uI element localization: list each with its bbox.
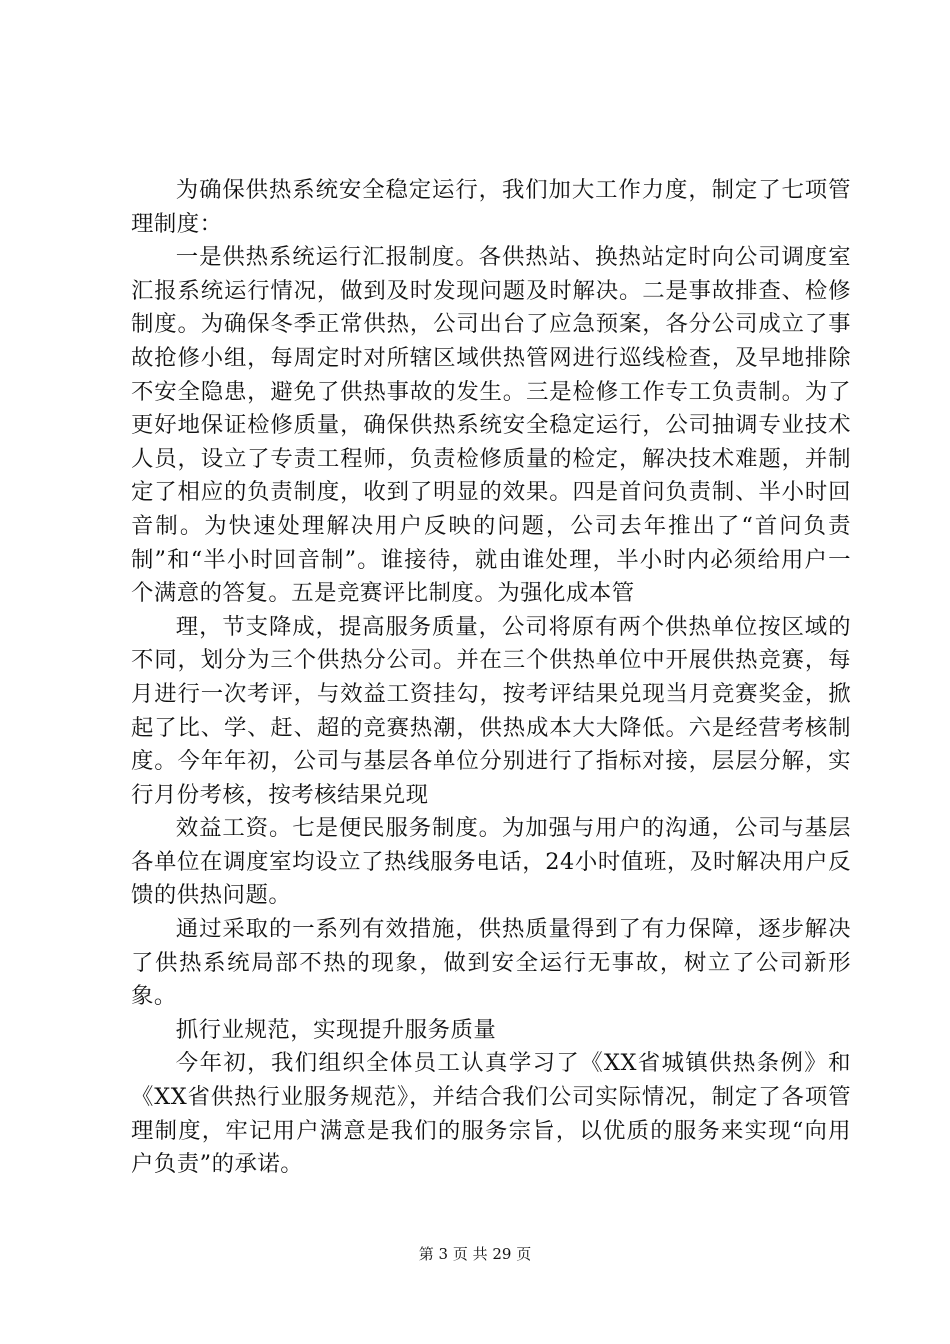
paragraph-systems-1: 一是供热系统运行汇报制度。各供热站、换热站定时向公司调度室汇报系统运行情况，做到及时发现问题及时解决。二是事故排查、检修制度。为确保冬季正常供热，公司出台了应急预案，各分公司成立了事故抢修小组，每周定时对所辖区域供热管网进行巡线检查，及早地排除不安全隐患，避免了供热事故的发生。三是检修工作专工负责制。为了更好地保证检修质量，确保供热系统安全稳定运行，公司抽调专业技术人员，设立了专责工程师，负责检修质量的检定，解决技术难题，并制定了相应的负责制度，收到了明显的效果。四是首问负责制、半小时回音制。为快速处理解决用户反映的问题，公司去年推出了“首问负责制”和“半小时回音制”。谁接待，就由谁处理，半小时内必须给用户一个满意的答复。五是竞赛评比制度。为强化成本管	[131, 244, 851, 607]
paragraph-standards: 今年初，我们组织全体员工认真学习了《XX省城镇供热条例》和《XX省供热行业服务规范》，并结合我们公司实际情况，制定了各项管理制度，牢记用户满意是我们的服务宗旨，以优质的服务来实现“向用户负责”的承诺。	[131, 1050, 851, 1178]
paragraph-results: 通过采取的一系列有效措施，供热质量得到了有力保障，逐步解决了供热系统局部不热的现象，做到安全运行无事故，树立了公司新形象。	[131, 916, 851, 1010]
section-heading: 抓行业规范，实现提升服务质量	[175, 1016, 497, 1043]
page-footer: 第 3 页 共 29 页	[418, 1245, 532, 1263]
paragraph-systems-2: 理，节支降成，提高服务质量，公司将原有两个供热单位按区域的不同，划分为三个供热分公司。并在三个供热单位中开展供热竞赛，每月进行一次考评，与效益工资挂勾，按考评结果兑现当月竞赛奖金，掀起了比、学、赶、超的竞赛热潮，供热成本大大降低。六是经营考核制度。今年年初，公司与基层各单位分别进行了指标对接，层层分解，实行月份考核，按考核结果兑现	[131, 613, 851, 808]
paragraph-systems-3: 效益工资。七是便民服务制度。为加强与用户的沟通，公司与基层各单位在调度室均设立了热线服务电话，24小时值班，及时解决用户反馈的供热问题。	[131, 815, 851, 909]
document-body	[131, 174, 851, 1182]
paragraph-intro: 为确保供热系统安全稳定运行，我们加大工作力度，制定了七项管理制度：	[131, 177, 851, 237]
